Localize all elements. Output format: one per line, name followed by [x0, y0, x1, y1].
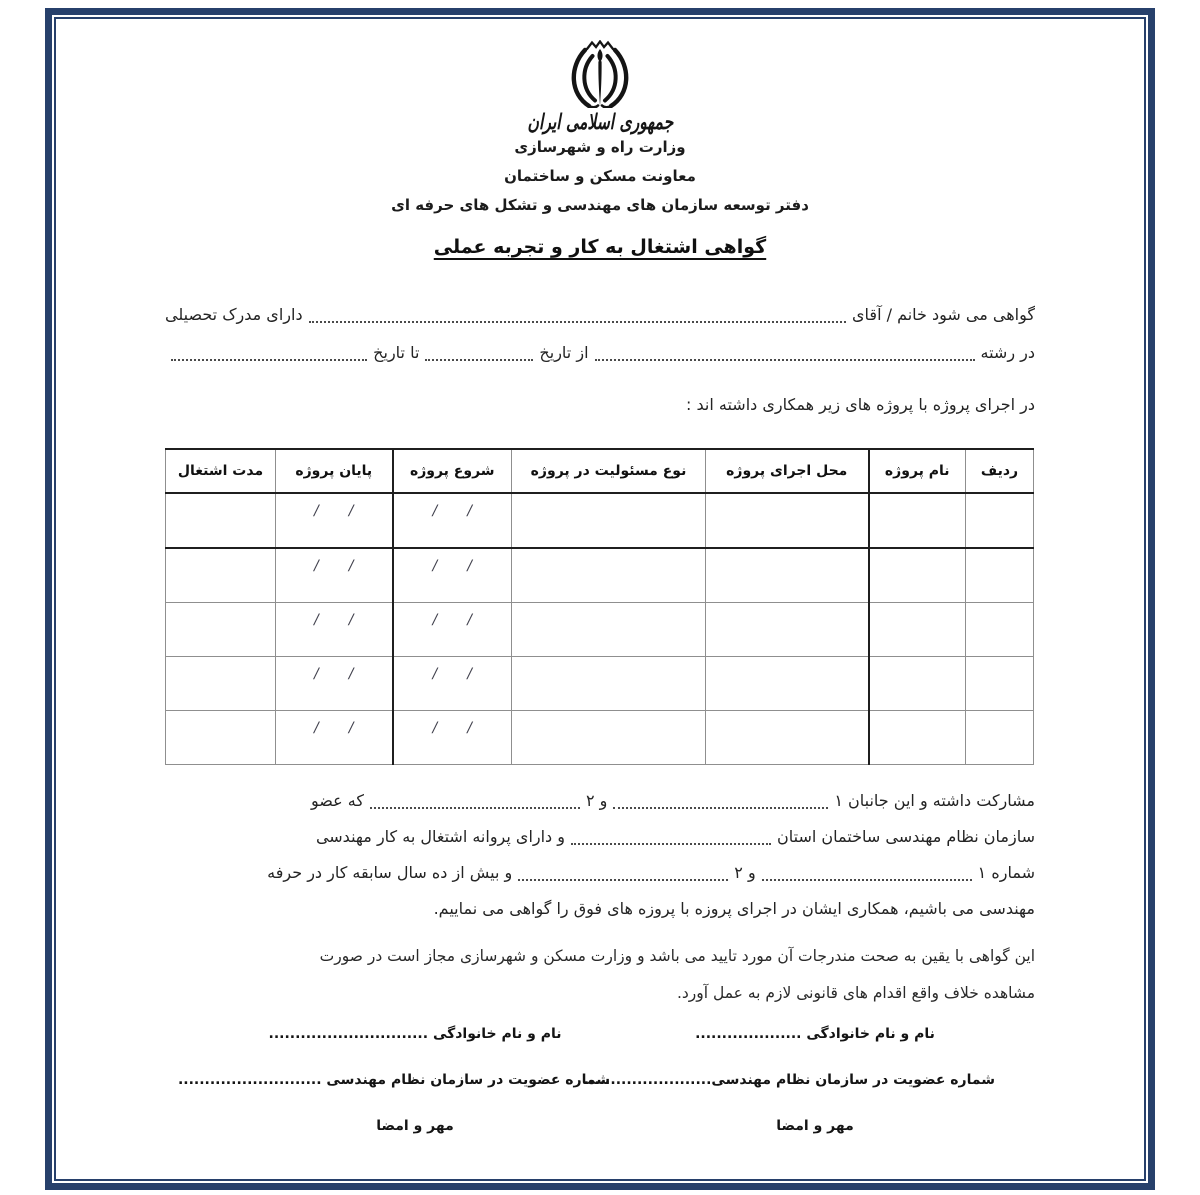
license2-fill — [518, 874, 728, 881]
slash-mark: / — [348, 612, 354, 628]
end-date-cell — [276, 657, 393, 711]
membership-label: شماره عضویت در سازمان نظام مهندسی — [326, 1072, 610, 1088]
header-cell-project-location: محل اجرای پروژه — [706, 449, 869, 493]
header-cell-project-end: پایان پروژه — [276, 449, 393, 493]
table-row — [166, 603, 1034, 657]
slash-mark: / — [432, 558, 438, 574]
participation-line — [165, 788, 1035, 814]
slash-mark: / — [467, 503, 472, 519]
province-fill — [571, 838, 771, 845]
responsibility-cell — [512, 603, 706, 657]
slash-mark: / — [432, 666, 438, 682]
end-date-cell — [276, 603, 393, 657]
and-2-label: و ۲ — [734, 863, 756, 882]
from-date-label: از تاریخ — [539, 343, 589, 362]
organization-line — [165, 824, 1035, 850]
duration-cell — [166, 493, 276, 548]
disclaimer-line-2: مشاهده خلاف واقع اقدام های قانونی لازم به عمل آورد. — [676, 984, 1035, 1002]
number-1-label: شماره ۱ — [977, 863, 1035, 882]
responsibility-cell — [512, 711, 706, 765]
slash-mark: / — [314, 720, 319, 736]
row-number-cell — [966, 493, 1034, 548]
from-date-fill — [425, 354, 533, 361]
name-row — [635, 1026, 995, 1048]
organization-label: سازمان نظام مهندسی ساختمان استان — [777, 827, 1035, 846]
duration-cell — [166, 657, 276, 711]
membership-row — [177, 1072, 610, 1094]
project-location-cell — [706, 711, 869, 765]
membership-row — [583, 1072, 995, 1094]
name-label: نام و نام خانوادگی — [432, 1026, 562, 1042]
table-row — [166, 548, 1034, 603]
end-date-cell — [276, 548, 393, 603]
start-date-cell — [393, 548, 512, 603]
participation-label: مشارکت داشته و این جانبان ۱ — [834, 791, 1035, 810]
project-name-cell — [869, 657, 966, 711]
iran-emblem-icon — [556, 40, 644, 108]
slash-mark: / — [314, 666, 319, 682]
responsibility-cell — [512, 657, 706, 711]
project-location-cell — [706, 548, 869, 603]
membership-dots: ........................... — [177, 1072, 322, 1088]
field-dates-line — [165, 340, 1035, 366]
project-name-cell — [869, 493, 966, 548]
license1-fill — [762, 874, 972, 881]
project-name-cell — [869, 603, 966, 657]
header-cell-project-name: نام پروژه — [869, 449, 966, 493]
name-dots: .................... — [695, 1026, 802, 1042]
table-row — [166, 493, 1034, 548]
license-number-line — [165, 860, 1035, 886]
slash-mark: / — [467, 666, 472, 682]
duration-cell — [166, 603, 276, 657]
slash-mark: / — [432, 720, 438, 736]
slash-mark: / — [467, 612, 472, 628]
slash-mark: / — [348, 666, 354, 682]
signature-block-right — [583, 1026, 995, 1164]
end-date-cell — [276, 711, 393, 765]
document-body — [165, 0, 1035, 1195]
slash-mark: / — [348, 503, 354, 519]
header-cell-duration: مدت اشتغال — [166, 449, 276, 493]
certificate-title: گواهی اشتغال به کار و تجربه عملی — [433, 236, 767, 258]
row-number-cell — [966, 548, 1034, 603]
header-cell-row-number: ردیف — [966, 449, 1034, 493]
slash-mark: / — [314, 612, 319, 628]
to-date-label: تا تاریخ — [373, 343, 420, 362]
certify-line — [165, 302, 1035, 328]
responsibility-cell — [512, 548, 706, 603]
slash-mark: / — [432, 503, 438, 519]
field-fill — [595, 354, 975, 361]
project-location-cell — [706, 493, 869, 548]
and-2-label: و ۲ — [585, 791, 608, 810]
header-cell-responsibility: نوع مسئولیت در پروژه — [512, 449, 706, 493]
partner2-name-fill — [370, 802, 580, 809]
slash-mark: / — [467, 720, 472, 736]
office-line: دفتر توسعه سازمان های مهندسی و تشکل های حرفه ای — [391, 196, 809, 214]
name-row — [220, 1026, 610, 1048]
row-number-cell — [966, 603, 1034, 657]
end-date-cell — [276, 493, 393, 548]
start-date-cell — [393, 711, 512, 765]
disclaimer-paragraph — [165, 938, 1035, 1012]
certify-label: گواهی می شود خانم / آقای — [852, 305, 1035, 324]
member-suffix-label: که عضو — [310, 791, 364, 810]
membership-label: شماره عضویت در سازمان نظام مهندسی — [711, 1072, 995, 1088]
start-date-cell — [393, 603, 512, 657]
duration-cell — [166, 711, 276, 765]
name-label: نام و نام خانوادگی — [806, 1026, 935, 1042]
experience-suffix-label: و بیش از ده سال سابقه کار در حرفه — [267, 863, 513, 882]
table-header-row — [166, 449, 1034, 493]
membership-dots: ........................ — [583, 1072, 712, 1088]
slash-mark: / — [467, 558, 472, 574]
projects-table — [165, 448, 1034, 765]
project-name-cell — [869, 548, 966, 603]
table-row — [166, 711, 1034, 765]
header-cell-project-start: شروع پروژه — [393, 449, 512, 493]
disclaimer-line-1: این گواهی با یقین به صحت مندرجات آن مورد تایید می باشد و وزارت مسکن و شهرسازی مجاز است در صورت — [319, 947, 1035, 965]
slash-mark: / — [314, 558, 319, 574]
partner1-name-fill — [613, 802, 828, 809]
project-name-cell — [869, 711, 966, 765]
stamp-row: مهر و امضا — [376, 1118, 454, 1134]
row-number-cell — [966, 711, 1034, 765]
slash-mark: / — [314, 503, 319, 519]
responsibility-cell — [512, 493, 706, 548]
name-dots: .............................. — [268, 1026, 429, 1042]
deputy-line: معاونت مسکن و ساختمان — [504, 167, 696, 185]
national-calligraphy: جمهوری اسلامی ایران — [527, 109, 673, 135]
stamp-row: مهر و امضا — [776, 1118, 854, 1134]
slash-mark: / — [348, 720, 354, 736]
letterhead — [165, 40, 1035, 258]
field-label: در رشته — [980, 343, 1035, 362]
start-date-cell — [393, 493, 512, 548]
projects-intro-line: در اجرای پروژه با پروژه های زیر همکاری داشته اند : — [686, 395, 1035, 414]
applicant-name-fill — [309, 316, 846, 323]
row-number-cell — [966, 657, 1034, 711]
degree-label: دارای مدرک تحصیلی — [165, 305, 303, 324]
project-location-cell — [706, 603, 869, 657]
table-row — [166, 657, 1034, 711]
slash-mark: / — [348, 558, 354, 574]
to-date-fill — [171, 354, 367, 361]
signature-block-left — [177, 1026, 610, 1164]
project-location-cell — [706, 657, 869, 711]
duration-cell — [166, 548, 276, 603]
start-date-cell — [393, 657, 512, 711]
ministry-line: وزارت راه و شهرسازی — [514, 138, 686, 156]
license-suffix-label: و دارای پروانه اشتغال به کار مهندسی — [315, 827, 565, 846]
slash-mark: / — [432, 612, 438, 628]
experience-statement-line: مهندسی می باشیم، همکاری ایشان در اجرای پروزه با پروزه های فوق را گواهی می نماییم. — [433, 899, 1035, 918]
